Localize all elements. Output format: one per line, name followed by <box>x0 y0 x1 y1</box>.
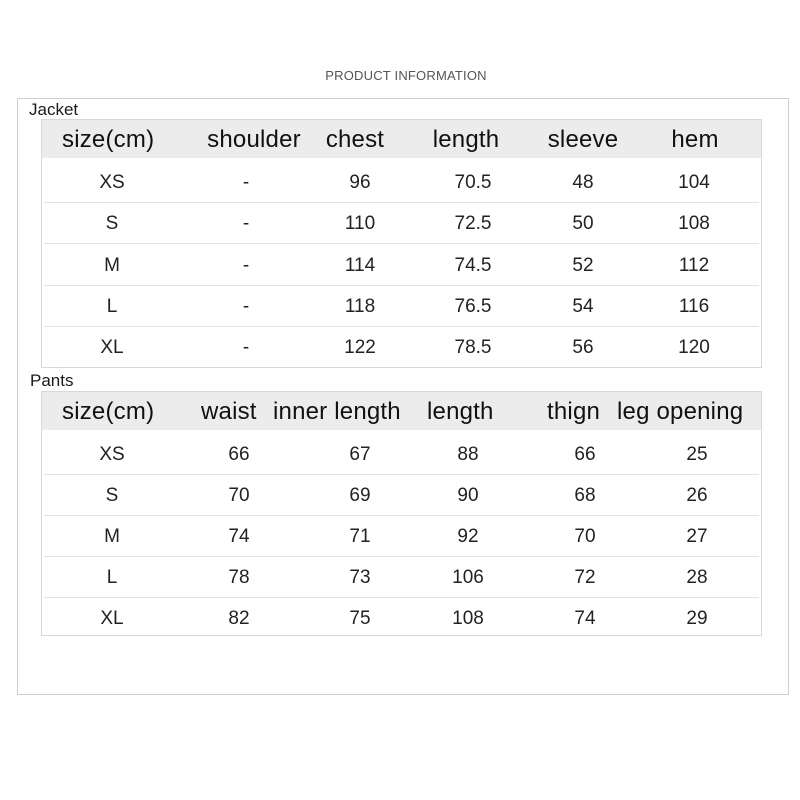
table-cell: 106 <box>452 567 484 588</box>
jacket-header-shoulder: shoulder <box>207 126 301 153</box>
row-divider <box>44 243 759 244</box>
jacket-header-sleeve: sleeve <box>547 126 619 153</box>
table-cell: 56 <box>572 337 594 358</box>
table-cell: - <box>242 213 250 234</box>
table-cell: 74.5 <box>454 255 492 276</box>
table-cell: 29 <box>686 608 708 629</box>
table-cell: 76.5 <box>454 296 492 317</box>
jacket-section-label: Jacket <box>29 100 79 119</box>
table-cell: 108 <box>452 608 484 629</box>
table-cell: 112 <box>678 255 710 276</box>
table-cell: 82 <box>228 608 250 629</box>
pants-header-row <box>42 392 761 430</box>
table-cell: 90 <box>457 485 479 506</box>
jacket-header-hem: hem <box>671 126 719 153</box>
table-cell: 50 <box>572 213 594 234</box>
table-row <box>42 162 761 203</box>
table-cell: M <box>104 255 120 276</box>
table-cell: 67 <box>349 444 371 465</box>
page-title: PRODUCT INFORMATION <box>325 68 487 83</box>
table-cell: 25 <box>686 444 708 465</box>
table-cell: 54 <box>572 296 594 317</box>
table-cell: 48 <box>572 172 594 193</box>
table-row <box>42 245 761 286</box>
table-cell: 118 <box>344 296 376 317</box>
table-cell: 116 <box>678 296 710 317</box>
pants-section-label: Pants <box>30 371 74 390</box>
table-cell: 73 <box>349 567 371 588</box>
table-cell: 70 <box>574 526 596 547</box>
table-cell: XL <box>100 337 124 358</box>
table-cell: 96 <box>349 172 371 193</box>
table-cell: 122 <box>344 337 376 358</box>
table-cell: 92 <box>457 526 479 547</box>
table-cell: 72 <box>574 567 596 588</box>
table-cell: S <box>105 213 119 234</box>
table-row <box>42 598 761 639</box>
table-cell: 52 <box>572 255 594 276</box>
table-cell: 104 <box>678 172 710 193</box>
table-cell: XS <box>99 172 125 193</box>
pants-header-leg-opening: leg opening <box>617 398 744 425</box>
table-cell: - <box>242 172 250 193</box>
table-cell: 27 <box>686 526 708 547</box>
table-cell: - <box>242 255 250 276</box>
table-cell: 74 <box>228 526 250 547</box>
table-row <box>42 286 761 327</box>
pants-header-inner-length: inner length <box>273 398 401 425</box>
table-cell: 75 <box>349 608 371 629</box>
table-cell: M <box>104 526 120 547</box>
jacket-header-row <box>42 120 761 158</box>
table-cell: XL <box>100 608 124 629</box>
table-cell: - <box>242 296 250 317</box>
table-cell: 78.5 <box>454 337 492 358</box>
table-cell: 78 <box>228 567 250 588</box>
pants-header-size: size(cm) <box>62 398 155 425</box>
table-cell: 69 <box>349 485 371 506</box>
table-cell: S <box>105 485 119 506</box>
table-cell: 114 <box>344 255 376 276</box>
table-cell: 88 <box>457 444 479 465</box>
table-row <box>42 516 761 557</box>
table-cell: 28 <box>686 567 708 588</box>
table-cell: 72.5 <box>454 213 492 234</box>
table-row <box>42 475 761 516</box>
table-cell: XS <box>99 444 125 465</box>
table-cell: L <box>106 567 118 588</box>
table-cell: 108 <box>678 213 710 234</box>
jacket-size-table <box>41 119 762 368</box>
table-cell: 26 <box>686 485 708 506</box>
pants-header-waist: waist <box>201 398 257 425</box>
table-cell: 74 <box>574 608 596 629</box>
jacket-header-length: length <box>432 126 500 153</box>
table-cell: 70.5 <box>454 172 492 193</box>
jacket-header-chest: chest <box>325 126 385 153</box>
pants-size-table <box>41 391 762 636</box>
table-row <box>42 203 761 244</box>
table-cell: 110 <box>344 213 376 234</box>
pants-header-length: length <box>427 398 494 425</box>
table-row <box>42 327 761 368</box>
table-row <box>42 557 761 598</box>
table-cell: 66 <box>574 444 596 465</box>
table-cell: L <box>106 296 118 317</box>
table-cell: 71 <box>349 526 371 547</box>
table-cell: 66 <box>228 444 250 465</box>
table-cell: 70 <box>228 485 250 506</box>
table-cell: 120 <box>678 337 710 358</box>
jacket-header-size: size(cm) <box>62 126 155 153</box>
table-row <box>42 434 761 475</box>
table-cell: 68 <box>574 485 596 506</box>
table-cell: - <box>242 337 250 358</box>
pants-header-thign: thign <box>547 398 601 425</box>
